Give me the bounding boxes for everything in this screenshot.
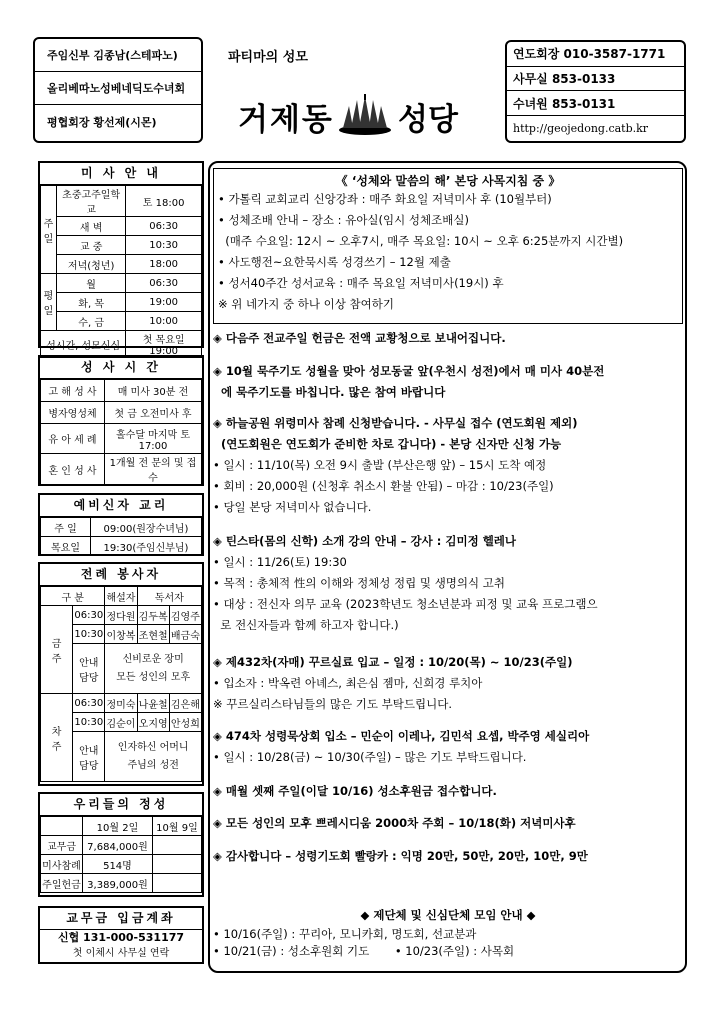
catechumen-title: 예비신자 교리 <box>40 495 202 517</box>
offering-title: 우리들의 정성 <box>40 794 202 816</box>
mass-cell: 새 벽 <box>57 217 126 236</box>
off-cell <box>41 817 83 836</box>
guideline-line: • 성체조배 안내 – 장소 : 유아실(임시 성체조배실) <box>218 213 469 227</box>
pastor: 주임신부 김종남(스테파노) <box>35 39 201 72</box>
account-note: 첫 이체시 사무실 연락 <box>72 948 170 959</box>
catechumen-panel <box>38 493 204 556</box>
mass-cell: 저녁(청년) <box>57 255 126 274</box>
contact-office: 사무실 853-0133 <box>507 67 684 92</box>
sac-cell: 1개월 전 문의 및 접수 <box>105 454 202 485</box>
mass-cell: 토 18:00 <box>126 186 202 217</box>
mass-cell: 교 중 <box>57 236 126 255</box>
notice-heading: ◈ 틴스타(몸의 신학) 소개 강의 안내 – 강사 : 김미정 헬레나 <box>213 534 517 548</box>
notice-heading: ◈ 하늘공원 위령미사 참례 신청받습니다. - 사무실 접수 (연도회원 제외) <box>213 416 578 430</box>
sac-cell: 고 해 성 사 <box>41 380 105 402</box>
liturgy-title: 전례 봉사자 <box>40 564 202 586</box>
lit-group: 금 주 <box>41 606 73 694</box>
lit-cell: 신비로운 장미 모든 성인의 모후 <box>105 644 202 694</box>
notice-heading: ◈ 10월 묵주기도 성월을 맞아 성모동굴 앞(우천시 성전)에서 매 미사 40분전 <box>213 364 605 378</box>
notice-line: • 대상 : 전신자 의무 교육 (2023학년도 청소년분과 피정 및 교육 프로그램으 <box>213 597 598 611</box>
notice-heading: ◈ 474차 성령묵상회 입소 – 민순이 이레나, 김민석 요셉, 박주영 세실리아 <box>213 729 590 743</box>
mass-cell: 10:30 <box>126 236 202 255</box>
patron-name: 파티마의 성모 <box>228 50 308 65</box>
notice-8 <box>213 813 576 834</box>
lit-cell: 인자하신 어머니 주님의 성전 <box>105 732 202 782</box>
lit-cell: 김순이 <box>105 713 137 732</box>
notice-4 <box>213 531 598 636</box>
liturgy-table <box>40 586 202 782</box>
lit-cell: 안내 담당 <box>73 732 105 782</box>
mass-panel <box>38 161 204 357</box>
off-cell: 교무금 <box>41 836 83 855</box>
cat-cell: 19:30(주임신부님) <box>91 537 202 556</box>
lit-cell: 이창복 <box>105 625 137 644</box>
cat-cell: 목요일 <box>41 537 91 556</box>
lit-head: 해설자 <box>105 587 137 606</box>
contact-convent: 수녀원 853-0131 <box>507 91 684 116</box>
sacrament-panel <box>38 355 204 486</box>
notice-line: • 일시 : 11/26(토) 19:30 <box>213 555 347 569</box>
notice-line: 로 전신자들과 함께 하고자 합니다.) <box>213 618 399 632</box>
notice-line: 에 묵주기도를 바칩니다. 많은 참여 바랍니다 <box>213 385 446 399</box>
off-cell: 주일헌금 <box>41 874 83 893</box>
notice-heading: ◈ 매월 셋째 주일(이달 10/16) 성소후원금 접수합니다. <box>213 784 497 798</box>
header-right-box <box>505 40 686 143</box>
notice-line: • 입소자 : 박옥련 아녜스, 최은심 젬마, 신희경 루치아 <box>213 676 483 690</box>
lit-cell: 안내 담당 <box>73 644 105 694</box>
council-head: 평협회장 황선제(시몬) <box>47 115 157 129</box>
sac-cell: 매 미사 30분 전 <box>105 380 202 402</box>
lit-cell: 김영주 <box>169 606 201 625</box>
notice-2 <box>213 361 604 403</box>
account-number: 신협 131-000-531177 <box>57 931 185 944</box>
sac-cell: 홀수달 마지막 토 17:00 <box>105 424 202 454</box>
offering-table <box>40 816 202 893</box>
guideline-line: ※ 위 네가지 중 하나 이상 참여하기 <box>218 297 394 311</box>
guideline-line: • 가톨릭 교회교리 신앙강좌 : 매주 화요일 저녁미사 후 (10월부터) <box>218 192 552 206</box>
mass-title: 미 사 안 내 <box>40 163 202 185</box>
contact-yeondo: 연도회장 010-3587-1771 <box>507 42 684 67</box>
mass-cell: 18:00 <box>126 255 202 274</box>
notice-7 <box>213 781 497 802</box>
notice-line: • 일시 : 10/28(금) ~ 10/30(주일) – 많은 기도 부탁드립니다. <box>213 750 527 764</box>
off-cell: 7,684,000원 <box>83 836 153 855</box>
groups-title: ◆ 제단체 및 신심단체 모임 안내 ◆ <box>360 908 536 922</box>
sisters: 올리베따노성베네딕도수녀회 <box>35 72 201 105</box>
groups-line: • 10/21(금) : 성소후원회 기도 • 10/23(주일) : 사목회 <box>213 944 515 958</box>
church-logo-icon <box>337 94 393 136</box>
notice-9 <box>213 846 588 867</box>
off-cell <box>152 855 201 874</box>
notice-heading: ◈ 모든 성인의 모후 쁘레시디움 2000차 주회 – 10/18(화) 저녁미사후 <box>213 816 576 830</box>
cat-cell: 주 일 <box>41 518 91 537</box>
sunday-label: 주 일 <box>41 186 57 274</box>
catechumen-table <box>40 517 202 556</box>
liturgy-panel <box>38 562 204 786</box>
account-panel <box>38 906 204 964</box>
lit-cell: 10:30 <box>73 625 105 644</box>
mass-cell: 수, 금 <box>57 312 126 331</box>
website-link[interactable]: http://geojedong.catb.kr <box>513 121 649 135</box>
lit-cell: 06:30 <box>73 694 105 713</box>
notice-line: • 목적 : 총체적 性의 이해와 정체성 정립 및 생명의식 고취 <box>213 576 505 590</box>
notice-line: ※ 꾸르실리스타님들의 많은 기도 부탁드립니다. <box>213 697 452 711</box>
notice-heading: ◈ 감사합니다 – 성령기도회 빨랑카 : 익명 20만, 50만, 20만, 10만, 9만 <box>213 849 588 863</box>
account-title: 교무금 입금계좌 <box>40 908 202 930</box>
off-cell: 미사참례 <box>41 855 83 874</box>
lit-cell: 김은해 <box>169 694 201 713</box>
notice-1 <box>213 328 506 349</box>
mass-cell: 06:30 <box>126 274 202 293</box>
sac-cell: 첫 금 오전미사 후 <box>105 402 202 424</box>
group-meetings <box>213 905 683 960</box>
mass-table <box>40 185 202 358</box>
lit-cell: 나윤철 <box>137 694 169 713</box>
notice-line: • 일시 : 11/10(목) 오전 9시 출발 (부산은행 앞) – 15시 도착 예정 <box>213 458 547 472</box>
lit-cell: 10:30 <box>73 713 105 732</box>
notice-line: • 회비 : 20,000원 (신청후 취소시 환불 안됨) – 마감 : 10/23(주일) <box>213 479 554 493</box>
notice-6 <box>213 726 589 768</box>
sac-cell: 병자영성체 <box>41 402 105 424</box>
mass-cell: 초중고주일학교 <box>57 186 126 217</box>
guideline-line: (매주 수요일: 12시 ~ 오후7시, 매주 목요일: 10시 ~ 오후 6:25분까지 시간별) <box>218 234 624 248</box>
notice-heading: ◈ 다음주 전교주일 헌금은 전액 교황청으로 보내어집니다. <box>213 331 506 345</box>
mass-cell: 첫 목요일 19:00 <box>126 331 202 358</box>
off-cell <box>152 836 201 855</box>
off-cell: 10월 2일 <box>83 817 153 836</box>
pastoral-guideline-box <box>213 168 683 324</box>
lit-head: 구 분 <box>41 587 105 606</box>
sac-cell: 혼 인 성 사 <box>41 454 105 485</box>
parish-title-b: 성당 <box>398 102 458 138</box>
notice-line: (연도회원은 연도회가 준비한 차로 갑니다) - 본당 신자만 신청 가능 <box>213 437 562 451</box>
mass-cell: 성시간, 성모신심 <box>41 331 126 358</box>
lit-cell: 06:30 <box>73 606 105 625</box>
sac-cell: 유 아 세 례 <box>41 424 105 454</box>
lit-cell: 조현철 <box>137 625 169 644</box>
lit-group: 차 주 <box>41 694 73 782</box>
header-left-box <box>33 37 203 143</box>
notice-line: • 당일 본당 저녁미사 없습니다. <box>213 500 372 514</box>
off-cell <box>152 874 201 893</box>
lit-cell: 안성희 <box>169 713 201 732</box>
mass-cell: 19:00 <box>126 293 202 312</box>
weekday-label: 평 일 <box>41 274 57 331</box>
mass-cell: 06:30 <box>126 217 202 236</box>
notice-3 <box>213 413 577 518</box>
groups-line: • 10/16(주일) : 꾸리아, 모니카회, 명도회, 선교분과 <box>213 927 477 941</box>
mass-cell: 월 <box>57 274 126 293</box>
notice-heading: ◈ 제432차(자매) 꾸르실료 입교 – 일정 : 10/20(목) ~ 10/23(주일) <box>213 655 573 669</box>
off-cell: 514명 <box>83 855 153 874</box>
offering-panel <box>38 792 204 897</box>
guideline-line: • 사도행전~요한묵시록 성경쓰기 – 12월 제출 <box>218 255 451 269</box>
sacrament-title: 성 사 시 간 <box>40 357 202 379</box>
lit-cell: 정다원 <box>105 606 137 625</box>
guideline-title: 《 ‘성체와 말씀의 해’ 본당 사목지침 중 》 <box>335 174 561 188</box>
guideline-line: • 성서40주간 성서교육 : 매주 목요일 저녁미사(19시) 후 <box>218 276 504 290</box>
mass-cell: 화, 목 <box>57 293 126 312</box>
parish-title-a: 거제동 <box>238 102 334 138</box>
lit-cell: 배금숙 <box>169 625 201 644</box>
lit-cell: 오지영 <box>137 713 169 732</box>
sacrament-table <box>40 379 202 485</box>
mass-cell: 10:00 <box>126 312 202 331</box>
lit-cell: 정미숙 <box>105 694 137 713</box>
notice-5 <box>213 652 572 715</box>
lit-head: 독서자 <box>137 587 201 606</box>
off-cell: 3,389,000원 <box>83 874 153 893</box>
lit-cell: 김두복 <box>137 606 169 625</box>
off-cell: 10월 9일 <box>152 817 201 836</box>
cat-cell: 09:00(원장수녀님) <box>91 518 202 537</box>
